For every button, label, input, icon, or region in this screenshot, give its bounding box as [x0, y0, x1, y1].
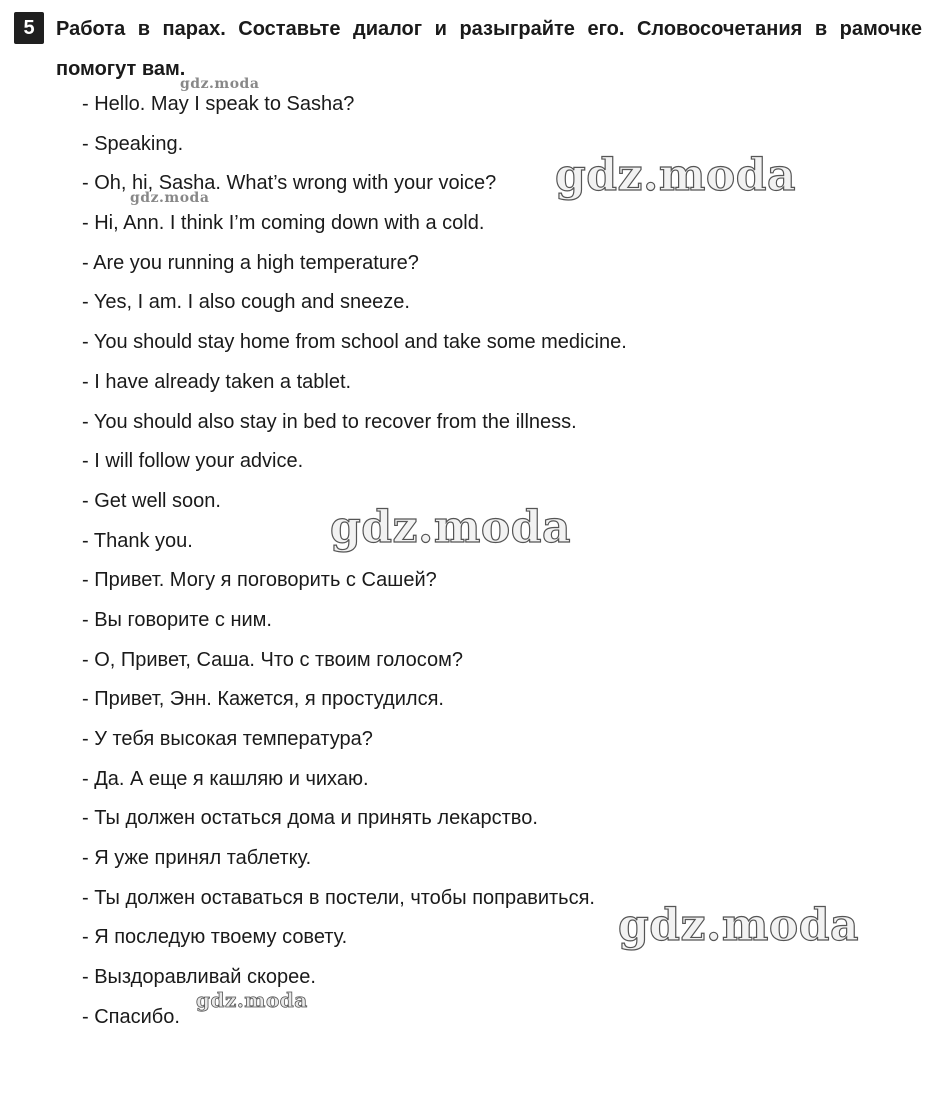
dialogue-line: - У тебя высокая температура? — [82, 728, 373, 750]
dialogue-line: - Ты должен остаться дома и принять лекарство. — [82, 807, 538, 830]
dialogue-line: - Я последую твоему совету. — [82, 926, 348, 949]
watermark: gdz.moda — [555, 150, 797, 201]
dialogue-line: - Yes, I am. I also cough and sneeze. — [82, 291, 410, 314]
dialogue-line: - You should also stay in bed to recover from the illness. — [82, 410, 577, 433]
task-number-badge: 5 — [14, 12, 44, 44]
task-header — [14, 9, 922, 89]
dialogue-line: - Да. А еще я кашляю и чихаю. — [82, 767, 369, 790]
dialogue-line: - I will follow your advice. — [82, 450, 304, 473]
dialogue-line: - Я уже принял таблетку. — [82, 847, 312, 870]
dialogue-line: - Вы говорите с ним. — [82, 608, 272, 631]
watermark: gdz.moda — [130, 190, 210, 206]
dialogue-line: - Выздоравливай скорее. — [82, 966, 316, 989]
dialogue-line: - I have already taken a tablet. — [82, 370, 352, 393]
watermark: gdz.moda — [330, 502, 572, 553]
dialogue-line: - Привет, Энн. Кажется, я простудился. — [82, 688, 444, 711]
dialogue-line: - Thank you. — [82, 529, 193, 552]
dialogue-line: - Hello. May I speak to Sasha? — [82, 93, 355, 115]
watermark: gdz.moda — [180, 76, 260, 92]
dialogue-line: - Are you running a high temperature? — [82, 251, 419, 274]
dialogue-list — [82, 85, 627, 1038]
watermark: gdz.moda — [618, 900, 860, 951]
dialogue-line: - Hi, Ann. I think I’m coming down with a cold. — [82, 212, 485, 235]
dialogue-line: - Привет. Могу я поговорить с Сашей? — [82, 569, 437, 592]
dialogue-line: - Speaking. — [82, 132, 184, 155]
task-instruction: Работа в парах. Составьте диалог и разыграйте его. Словосочетания в рамочке помогут вам. — [56, 18, 922, 80]
dialogue-line: - You should stay home from school and take some medicine. — [82, 331, 627, 354]
watermark: gdz.moda — [196, 988, 308, 1012]
dialogue-line: - Get well soon. — [82, 489, 221, 512]
dialogue-line: - Спасибо. — [82, 1005, 180, 1028]
dialogue-line: - Ты должен оставаться в постели, чтобы поправиться. — [82, 886, 595, 909]
dialogue-line: - Oh, hi, Sasha. What’s wrong with your voice? — [82, 172, 497, 195]
dialogue-line: - О, Привет, Саша. Что с твоим голосом? — [82, 648, 463, 671]
